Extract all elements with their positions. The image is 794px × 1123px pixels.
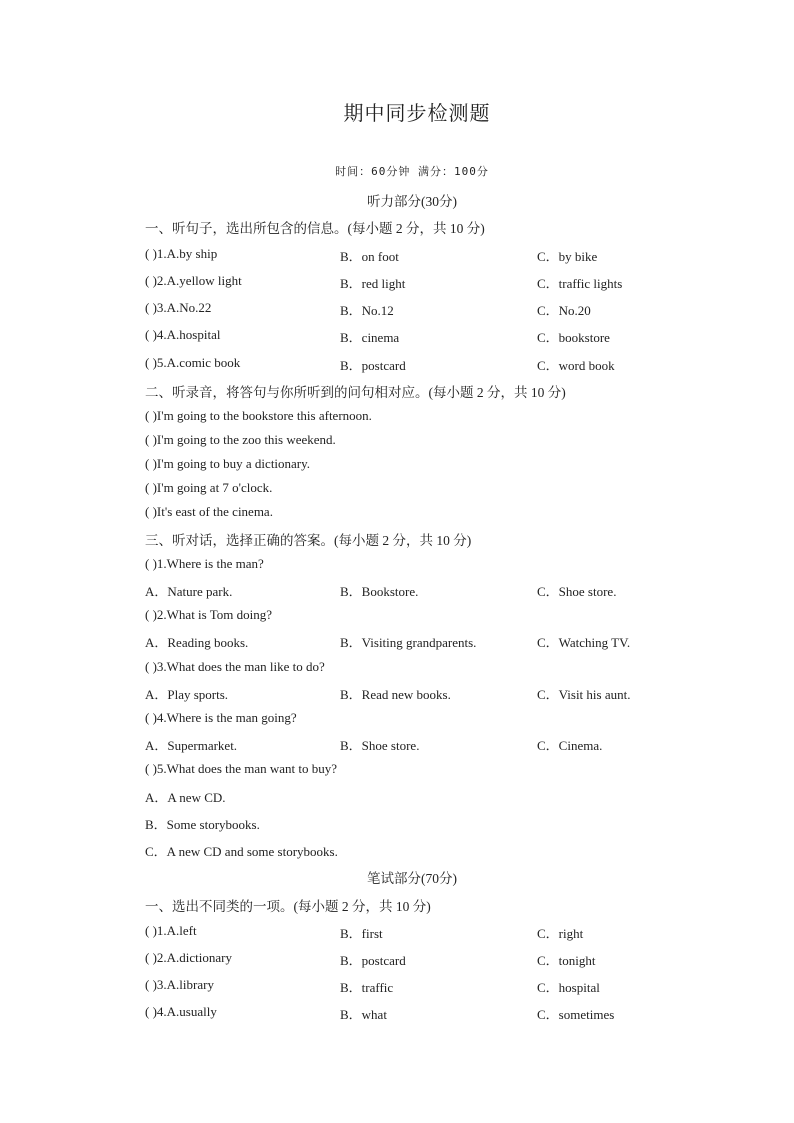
option-c: C．Visit his aunt. (537, 687, 631, 702)
option-b: B．Visiting grandparents. (340, 635, 477, 650)
option-c: C．Shoe store. (537, 584, 617, 599)
listening-section-1-title: 一、听句子，选出所包含的信息。(每小题 2 分，共 10 分) (145, 221, 485, 236)
question-option-b: B．traffic (340, 980, 394, 995)
option-b: B．Shoe store. (340, 738, 420, 753)
option-b: B．Read new books. (340, 687, 451, 702)
answer-line: ( )I'm going to the bookstore this afternoon. (145, 408, 372, 423)
option-row (145, 581, 665, 601)
option-c: C．Watching TV. (537, 635, 631, 650)
question-row (145, 246, 665, 266)
question-option-c: C．traffic lights (537, 276, 623, 291)
question-stem: ( )2.What is Tom doing? (145, 607, 273, 622)
question-option-b: B．postcard (340, 358, 406, 373)
option-row (145, 684, 665, 704)
exam-meta: 时间：60分钟 满分：100分 (335, 165, 489, 178)
question-row (145, 300, 665, 320)
option-a: A．Supermarket. (145, 738, 238, 753)
question-row (145, 977, 665, 997)
answer-line: ( )I'm going to buy a dictionary. (145, 456, 311, 471)
question-stem: ( )1.Where is the man? (145, 556, 264, 571)
question-row (145, 273, 665, 293)
option-a: A．Nature park. (145, 584, 233, 599)
question-row (145, 355, 665, 375)
page-title: 期中同步检测题 (343, 103, 491, 125)
question-option-a: ( )2.A.yellow light (145, 273, 242, 288)
question-option-b: B．first (340, 926, 383, 941)
writing-header: 笔试部分(70分) (367, 871, 457, 886)
option-c: C．Cinema. (537, 738, 603, 753)
question-option-b: B．on foot (340, 249, 399, 264)
question-option-c: C．by bike (537, 249, 598, 264)
question-option-a: ( )4.A.usually (145, 1004, 217, 1019)
answer-line: ( )I'm going to the zoo this weekend. (145, 432, 336, 447)
question-option-a: ( )1.A.left (145, 923, 197, 938)
option-b: B．Some storybooks. (145, 817, 260, 832)
question-option-a: ( )2.A.dictionary (145, 950, 233, 965)
option-c: C．A new CD and some storybooks. (145, 844, 338, 859)
question-option-b: B．red light (340, 276, 406, 291)
question-stem: ( )3.What does the man like to do? (145, 659, 325, 674)
question-option-c: C．bookstore (537, 330, 610, 345)
question-row (145, 950, 665, 970)
option-b: B．Bookstore. (340, 584, 419, 599)
question-option-c: C．hospital (537, 980, 600, 995)
option-a: A．Reading books. (145, 635, 249, 650)
question-option-c: C．sometimes (537, 1007, 615, 1022)
question-option-a: ( )4.A.hospital (145, 327, 221, 342)
question-option-a: ( )1.A.by ship (145, 246, 218, 261)
listening-header: 听力部分(30分) (367, 194, 457, 209)
question-option-a: ( )5.A.comic book (145, 355, 241, 370)
question-row (145, 923, 665, 943)
question-row (145, 327, 665, 347)
question-option-c: C．No.20 (537, 303, 591, 318)
option-a: A．Play sports. (145, 687, 229, 702)
writing-section-1-title: 一、选出不同类的一项。(每小题 2 分，共 10 分) (145, 899, 431, 914)
question-option-c: C．word book (537, 358, 615, 373)
question-option-c: C．right (537, 926, 584, 941)
listening-section-2-title: 二、听录音，将答句与你所听到的问句相对应。(每小题 2 分，共 10 分) (145, 385, 566, 400)
question-row (145, 1004, 665, 1024)
question-option-b: B．what (340, 1007, 387, 1022)
answer-line: ( )I'm going at 7 o'clock. (145, 480, 273, 495)
question-option-c: C．tonight (537, 953, 596, 968)
question-stem: ( )5.What does the man want to buy? (145, 761, 338, 776)
option-a: A．A new CD. (145, 790, 226, 805)
option-row (145, 632, 665, 652)
question-option-a: ( )3.A.library (145, 977, 214, 992)
question-option-b: B．postcard (340, 953, 406, 968)
question-option-b: B．cinema (340, 330, 400, 345)
option-row (145, 735, 665, 755)
question-stem: ( )4.Where is the man going? (145, 710, 297, 725)
answer-line: ( )It's east of the cinema. (145, 504, 273, 519)
question-option-a: ( )3.A.No.22 (145, 300, 212, 315)
question-option-b: B．No.12 (340, 303, 394, 318)
listening-section-3-title: 三、听对话，选择正确的答案。(每小题 2 分，共 10 分) (145, 533, 472, 548)
